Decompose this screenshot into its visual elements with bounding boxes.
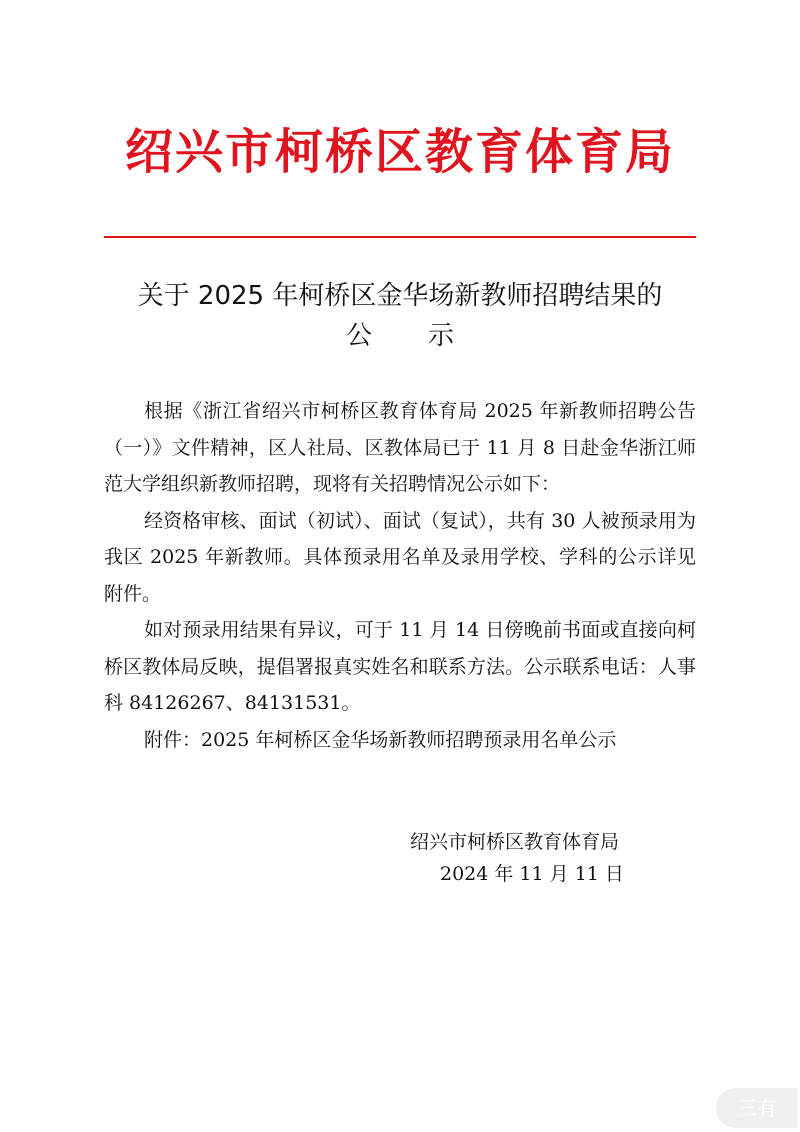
org-header-title: 绍兴市柯桥区教育体育局 xyxy=(124,124,675,180)
signature-date: 2024 年 11 月 11 日 xyxy=(440,863,624,885)
body-paragraph-objection: 如对预录用结果有异议，可于 11 月 14 日傍晚前书面或直接向柯桥区教体局反映，提倡署报真实姓名和联系方法。公示联系电话：人事科 84126267、84131531。 xyxy=(104,619,696,714)
app-watermark-badge[interactable]: 三有 xyxy=(716,1088,798,1128)
document-body xyxy=(104,393,696,758)
body-paragraph-intro: 根据《浙江省绍兴市柯桥区教育体育局 2025 年新教师招聘公告（一）》文件精神，区人社局、区教体局已于 11 月 8 日赴金华浙江师范大学组织新教师招聘，现将有关招聘情况公示如下： xyxy=(104,400,696,495)
signature-org: 绍兴市柯桥区教育体育局 xyxy=(410,831,620,853)
document-title-line1: 关于 2025 年柯桥区金华场新教师招聘结果的 xyxy=(137,281,663,311)
body-paragraph-result: 经资格审核、面试（初试）、面试（复试），共有 30 人被预录用为我区 2025 年新教师。具体预录用名单及录用学校、学科的公示详见附件。 xyxy=(104,509,696,605)
signature-block xyxy=(392,826,672,890)
document-title xyxy=(100,276,700,356)
document-title-line2: 公示 xyxy=(345,321,510,351)
header-red-divider xyxy=(104,236,696,238)
body-paragraph-attachment: 附件：2025 年柯桥区金华场新教师招聘预录用名单公示 xyxy=(144,728,617,751)
